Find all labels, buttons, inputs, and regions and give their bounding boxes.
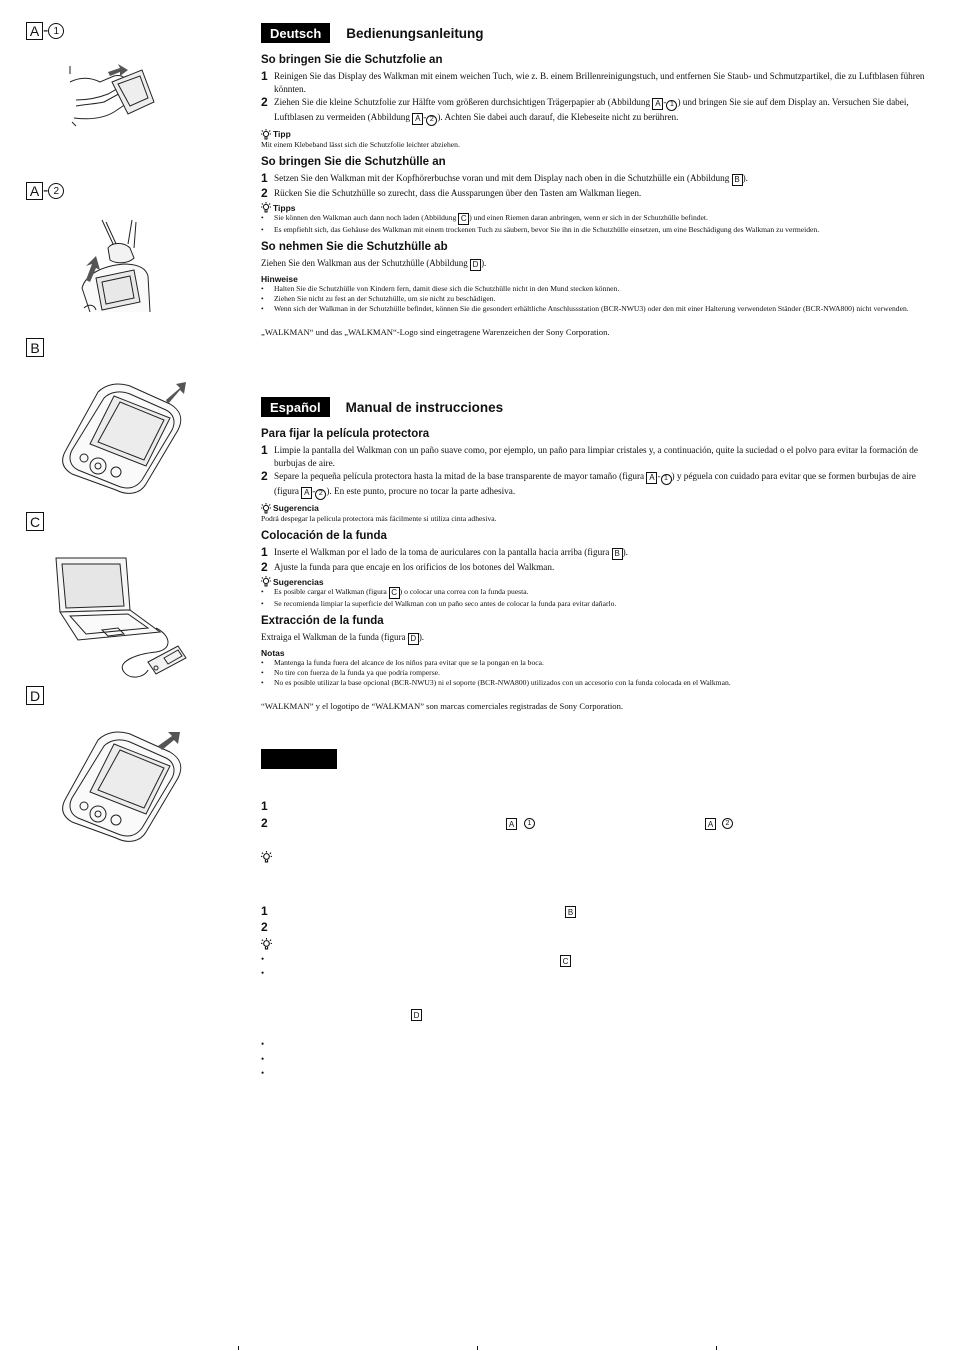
list-item: • Es posible cargar el Walkman (figura C ) o colocar una correa con la funda puesta. [261, 587, 926, 599]
figure-label-a1: A - 1 [26, 22, 64, 40]
bullet: • [261, 1039, 265, 1049]
bullet: • [261, 968, 265, 978]
tip-header: Tipp [261, 129, 926, 140]
notes-list [261, 658, 926, 688]
step-item: 1 Reinigen Sie das Display des Walkman mit einem weichen Tuch, wie z. B. einem Brillenreinigungstuch, und entfernen Sie Staub- und Schmutzpartikel, die zu Luftblasen führen könnten. [261, 69, 925, 94]
illustration-remove-walkman [58, 726, 188, 846]
step-item: 2 Ajuste la funda para que encaje en los orificios de los botones del Walkman. [261, 559, 555, 574]
step-item: 2 Rücken Sie die Schutzhülle so zurecht, dass die Aussparungen über den Tasten am Walkman liegen. [261, 185, 642, 200]
list-item: • Se recomienda limpiar la superficie del Walkman con un paño seco antes de colocar la funda para evitar dañarlo. [261, 599, 926, 609]
fold-mark [716, 1346, 717, 1350]
paragraph: Extraiga el Walkman de la funda (figura D ). [261, 632, 425, 643]
paragraph: Ziehen Sie den Walkman aus der Schutzhülle (Abbildung D ). [261, 258, 487, 269]
tip-header: Sugerencias [261, 576, 926, 587]
notes-header: Notas [261, 648, 285, 658]
step-number: 2 [261, 920, 268, 934]
figure-ref: D [411, 1009, 422, 1021]
list-item: • Wenn sich der Walkman in der Schutzhülle befindet, können Sie die gesondert erhältliche Anschlussstation (BCR-NWU3) oder den mit einer Halterung verwendeten Ständer (BCR-NWA800) nicht verwenden. [261, 304, 926, 314]
list-item: • Sie können den Walkman auch dann noch laden (Abbildung C ) und einen Riemen daran anbringen, wenn er sich in der Schutzhülle befindet. [261, 213, 926, 225]
section-heading: So bringen Sie die Schutzhülle an [261, 155, 446, 168]
step-item: 1 Setzen Sie den Walkman mit der Kopfhörerbuchse voran und mit dem Display nach oben in die Schutzhülle ein (Abbildung B ). [261, 170, 748, 185]
tip-text: Mit einem Klebeband lässt sich die Schutzfolie leichter abziehen. [261, 139, 460, 149]
list-item: • Mantenga la funda fuera del alcance de los niños para evitar que se la pongan en la boca. [261, 658, 926, 668]
illustration-insert-walkman [58, 378, 188, 498]
list-item: • Ziehen Sie nicht zu fest an der Schutzhülle, um sie nicht zu beschädigen. [261, 294, 926, 304]
language-tag: Español [261, 397, 330, 417]
list-item: • Halten Sie die Schutzhülle von Kindern fern, damit diese sich die Schutzhülle nicht in den Mund stecken können. [261, 284, 926, 294]
bullet: • [261, 954, 265, 964]
lightbulb-icon [261, 576, 271, 587]
step-item: 2 Separe la pequeña película protectora hasta la mitad de la base transparente de mayor tamaño (figura A - 1 ) y péguela con cuidado para evitar que se formen burbujas de aire (figura A - 2 ). En este punto, procure no tocar la parte adhesiva. [261, 470, 926, 500]
tip-text: Podrá despegar la película protectora más fácilmente si utiliza cinta adhesiva. [261, 513, 497, 523]
language-header-de [261, 23, 926, 43]
step-number: 1 [261, 799, 268, 813]
step-item: 1 Limpie la pantalla del Walkman con un paño suave como, por ejemplo, un paño para limpiar cristales y, a continuación, quite la suciedad o el polvo para evitar la formación de burbujas de aire. [261, 443, 918, 468]
list-item: • Es empfiehlt sich, das Gehäuse des Walkman mit einem trockenen Tuch zu säubern, bevor Sie ihn in die Schutzhülle einsetzen, um eine Beschädigung des Walkman zu vermeiden. [261, 225, 926, 235]
lightbulb-icon [261, 851, 272, 863]
language-tag-blank [261, 749, 337, 769]
fold-mark [238, 1346, 239, 1350]
notes-list [261, 284, 926, 314]
figure-label-d: D [26, 686, 44, 705]
figure-ref: A [705, 818, 716, 830]
step-item: 1 Inserte el Walkman por el lado de la toma de auriculares con la pantalla hacia arriba (figura B ). [261, 544, 628, 559]
bullet: • [261, 1068, 265, 1078]
tips-list [261, 213, 926, 235]
tip-header: Sugerencia [261, 503, 926, 514]
figure-ref: B [565, 906, 576, 918]
language-tag: Deutsch [261, 23, 330, 43]
figure-ref: 1 [524, 818, 535, 829]
document-title: Manual de instrucciones [345, 399, 504, 415]
section-deutsch [261, 23, 926, 338]
list-item: • No es posible utilizar la base opcional (BCR-NWU3) ni el soporte (BCR-NWA800) utilizados con un accesorio con la funda colocada en el Walkman. [261, 678, 926, 688]
figure-label-b: B [26, 338, 44, 357]
figure-label-c: C [26, 512, 44, 531]
section-heading: Para fijar la película protectora [261, 428, 430, 440]
figure-ref: 2 [722, 818, 733, 829]
notes-header: Hinweise [261, 274, 298, 284]
lightbulb-icon [261, 503, 271, 514]
step-item: 2 Ziehen Sie die kleine Schutzfolie zur Hälfte vom größeren durchsichtigen Trägerpapier ab (Abbildung A - 1 ) und bringen Sie sie auf dem Display an. Versuchen Sie dabei, Luftblasen zu vermeiden (Abbildung A - 2 ). Achten Sie dabei auch darauf, die Klebeseite nicht zu berühren. [261, 96, 926, 126]
figure-label-a2: A - 2 [26, 182, 64, 200]
section-heading: So nehmen Sie die Schutzhülle ab [261, 241, 448, 253]
language-header-es [261, 397, 926, 417]
tips-list [261, 587, 926, 609]
figure-ref: A [506, 818, 517, 830]
trademark-notice: “WALKMAN” y el logotipo de “WALKMAN” son marcas comerciales registradas de Sony Corporation. [261, 701, 624, 711]
lightbulb-icon [261, 202, 271, 213]
figure-ref: C [560, 955, 571, 967]
section-heading: So bringen Sie die Schutzfolie an [261, 54, 443, 66]
fold-mark [477, 1346, 478, 1350]
section-heading: Colocación de la funda [261, 529, 387, 542]
trademark-notice: „WALKMAN“ und das „WALKMAN“-Logo sind eingetragene Warenzeichen der Sony Corporation. [261, 327, 610, 337]
list-item: • No tire con fuerza de la funda ya que podría romperse. [261, 668, 926, 678]
illustration-apply-film [72, 218, 162, 314]
lightbulb-icon [261, 938, 272, 950]
document-title: Bedienungsanleitung [346, 25, 484, 41]
illustration-charging-laptop [52, 554, 192, 684]
step-number: 2 [261, 816, 268, 830]
step-number: 1 [261, 904, 268, 918]
section-espanol [261, 397, 926, 712]
lightbulb-icon [261, 129, 271, 140]
tip-header: Tipps [261, 202, 926, 213]
illustration-peel-film [68, 62, 158, 128]
section-heading: Extracción de la funda [261, 615, 384, 627]
bullet: • [261, 1054, 265, 1064]
